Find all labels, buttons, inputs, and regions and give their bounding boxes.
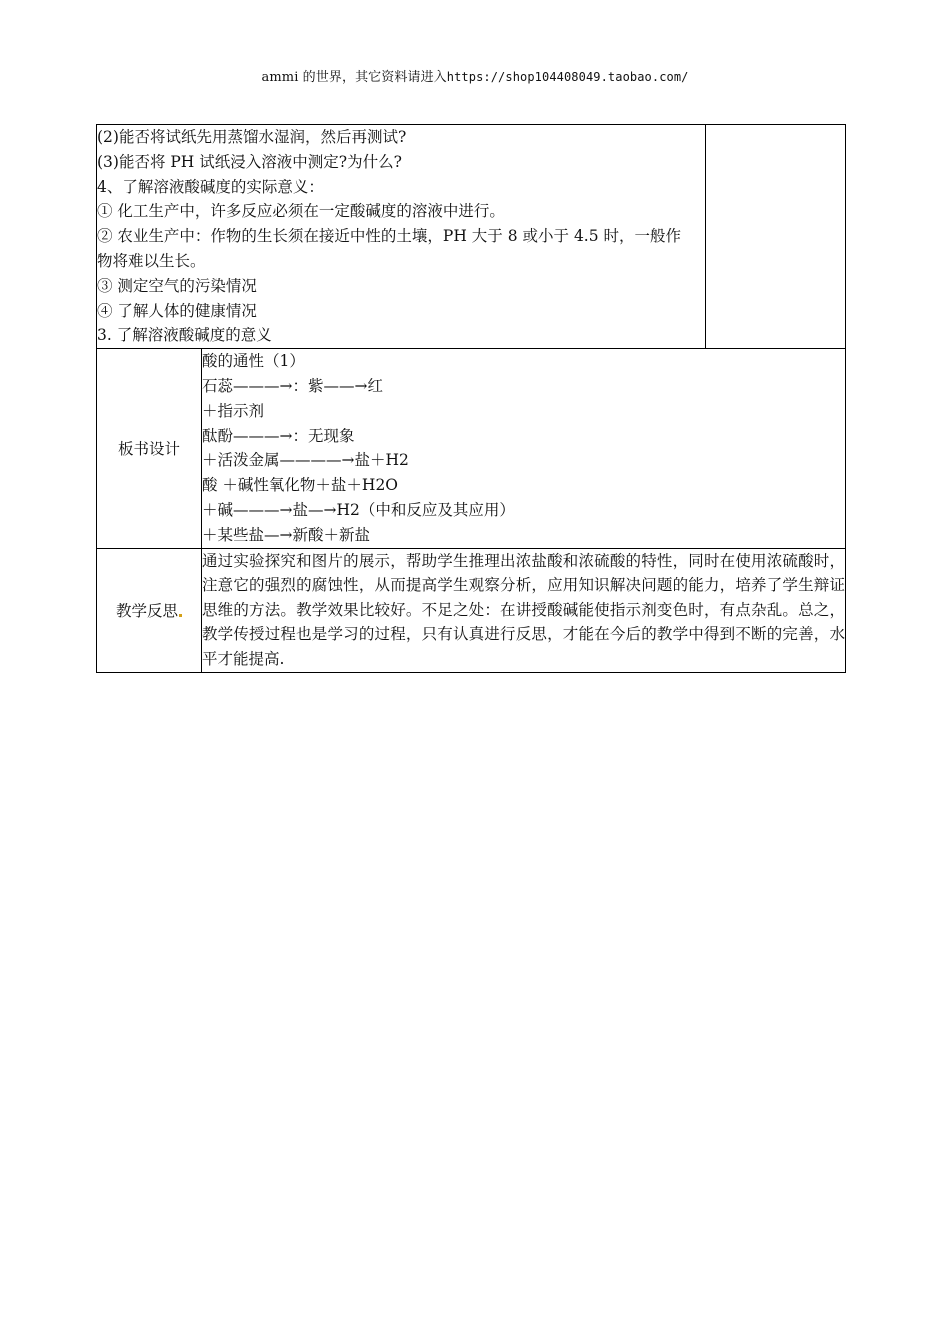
board-line: ＋某些盐—→新酸＋新盐 [202, 525, 370, 544]
header-url-link[interactable]: https://shop104408049.taobao.com/ [446, 70, 689, 84]
board-line: 石蕊———→：紫——→红 [202, 376, 383, 395]
notes-cell [706, 125, 846, 349]
board-line: ＋活泼金属————→盐＋H2 [202, 451, 409, 470]
ph-meaning-cell [97, 125, 706, 349]
header-text: ammi 的世界，其它资料请进入 [261, 70, 447, 85]
reflection-row [97, 548, 846, 672]
board-line: ＋碱———→盐—→H2（中和反应及其应用） [202, 500, 515, 519]
board-line: 酸的通性（1） [202, 352, 305, 371]
list-item: 4、了解溶液酸碱度的实际意义： [97, 177, 324, 196]
list-item: ② 农业生产中：作物的生长须在接近中性的土壤，PH 大于 8 或小于 4.5 时，一般作 [97, 227, 682, 246]
board-design-label: 板书设计 [97, 349, 202, 548]
board-line: ＋指示剂 [202, 401, 265, 420]
list-item: (3)能否将 PH 试纸浸入溶液中测定?为什么? [97, 152, 402, 171]
board-design-content [202, 349, 846, 548]
reflection-content: 通过实验探究和图片的展示，帮助学生推理出浓盐酸和浓硫酸的特性，同时在使用浓硫酸时，注意它的强烈的腐蚀性，从而提高学生观察分析，应用知识解决问题的能力，培养了学生辩证思维的方法。教学效果比较好。不足之处：在讲授酸碱能使指示剂变色时，有点杂乱。总之，教学传授过程也是学习的过程，只有认真进行反思，才能在今后的教学中得到不断的完善，水平才能提高. [202, 548, 846, 672]
list-item: ③ 测定空气的污染情况 [97, 276, 257, 295]
board-line: 酞酚———→：无现象 [202, 426, 355, 445]
lesson-table [96, 124, 846, 673]
board-design-row [97, 349, 846, 548]
page-header [0, 66, 950, 85]
edit-mark-icon [179, 614, 182, 617]
list-item: ④ 了解人体的健康情况 [97, 301, 257, 320]
list-item: (2)能否将试纸先用蒸馏水湿润，然后再测试? [97, 128, 407, 146]
list-item: 3. 了解溶液酸碱度的意义 [97, 326, 272, 345]
reflection-label: 教学反思 [115, 602, 178, 621]
ph-meaning-row [97, 125, 846, 349]
board-line: 酸 ＋碱性氧化物＋盐＋H2O [202, 476, 399, 495]
list-item: ① 化工生产中，许多反应必须在一定酸碱度的溶液中进行。 [97, 202, 505, 221]
list-item: 物将难以生长。 [97, 251, 206, 270]
reflection-label-cell [97, 548, 202, 672]
